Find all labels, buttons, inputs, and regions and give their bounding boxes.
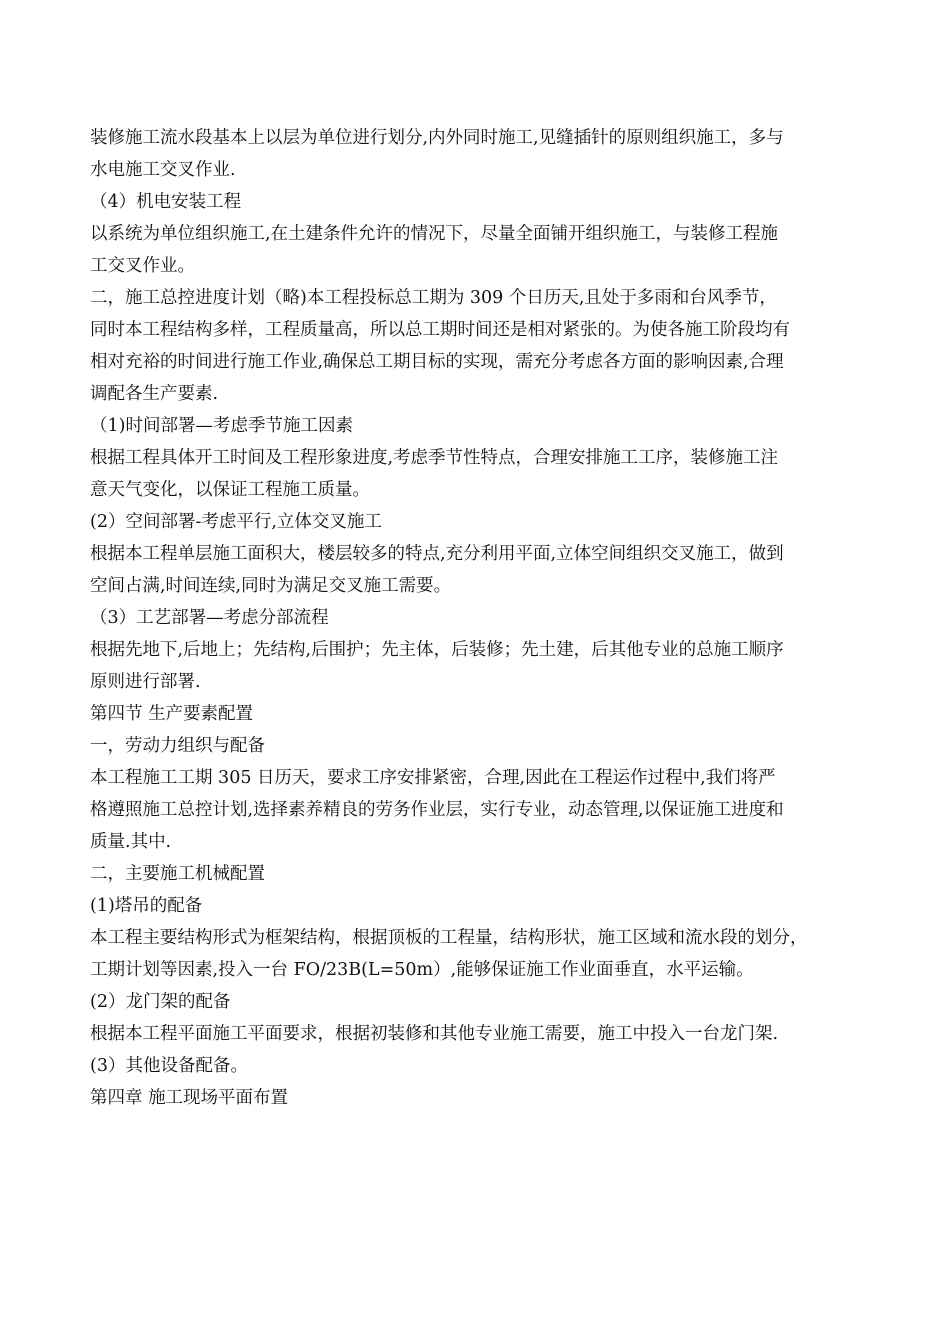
text-line: 以系统为单位组织施工,在土建条件允许的情况下，尽量全面铺开组织施工，与装修工程施 <box>90 224 779 244</box>
text-line: 根据本工程平面施工平面要求，根据初装修和其他专业施工需要，施工中投入一台龙门架. <box>90 1024 779 1044</box>
document-page <box>90 122 870 1114</box>
text-line: 意天气变化，以保证工程施工质量。 <box>90 480 370 500</box>
text-line: 根据先地下,后地上；先结构,后围护；先主体，后装修；先土建，后其他专业的总施工顺序 <box>90 640 784 660</box>
text-line: 同时本工程结构多样，工程质量高，所以总工期时间还是相对紧张的。为使各施工阶段均有 <box>90 320 790 340</box>
text-line: 根据本工程单层施工面积大，楼层较多的特点,充分利用平面,立体空间组织交叉施工，做到 <box>90 544 784 564</box>
text-line: 格遵照施工总控计划,选择素养精良的劳务作业层，实行专业，动态管理,以保证施工进度和 <box>90 800 784 820</box>
text-line: 质量.其中. <box>90 832 172 852</box>
text-line: 水电施工交叉作业. <box>90 160 236 180</box>
text-line: 根据工程具体开工时间及工程形象进度,考虑季节性特点，合理安排施工工序，装修施工注 <box>90 448 779 468</box>
chapter-heading: 第四章 施工现场平面布置 <box>90 1088 289 1108</box>
text-line: 原则进行部署. <box>90 672 201 692</box>
text-line: 工交叉作业。 <box>90 256 195 276</box>
text-line: 本工程施工工期 305 日历天，要求工序安排紧密，合理,因此在工程运作过程中,我们将严 <box>90 768 776 788</box>
section-heading: （3）工艺部署—考虑分部流程 <box>90 608 329 628</box>
section-heading: 二，主要施工机械配置 <box>90 864 265 884</box>
text-line: 空间占满,时间连续,同时为满足交叉施工需要。 <box>90 576 452 596</box>
text-line: 本工程主要结构形式为框架结构，根据顶板的工程量，结构形状，施工区域和流水段的划分， <box>90 928 808 948</box>
section-heading: （1)时间部署—考虑季节施工因素 <box>90 416 353 436</box>
section-heading: (2）空间部署-考虑平行,立体交叉施工 <box>90 512 382 532</box>
text-line: 相对充裕的时间进行施工作业,确保总工期目标的实现，需充分考虑各方面的影响因素,合理 <box>90 352 784 372</box>
text-line: 工期计划等因素,投入一台 FO/23B(L=50m）,能够保证施工作业面垂直，水平运输。 <box>90 960 754 980</box>
text-line: 调配各生产要素. <box>90 384 219 404</box>
section-heading: (1)塔吊的配备 <box>90 896 203 916</box>
section-heading: (2）龙门架的配备 <box>90 992 231 1012</box>
section-heading: （4）机电安装工程 <box>90 192 242 212</box>
section-heading: 一，劳动力组织与配备 <box>90 736 265 756</box>
text-line: 二，施工总控进度计划（略)本工程投标总工期为 309 个日历天,且处于多雨和台风季节， <box>90 288 777 308</box>
text-line: 装修施工流水段基本上以层为单位进行划分,内外同时施工,见缝插针的原则组织施工，多与 <box>90 128 784 148</box>
section-heading: (3）其他设备配备。 <box>90 1056 248 1076</box>
section-heading: 第四节 生产要素配置 <box>90 704 254 724</box>
